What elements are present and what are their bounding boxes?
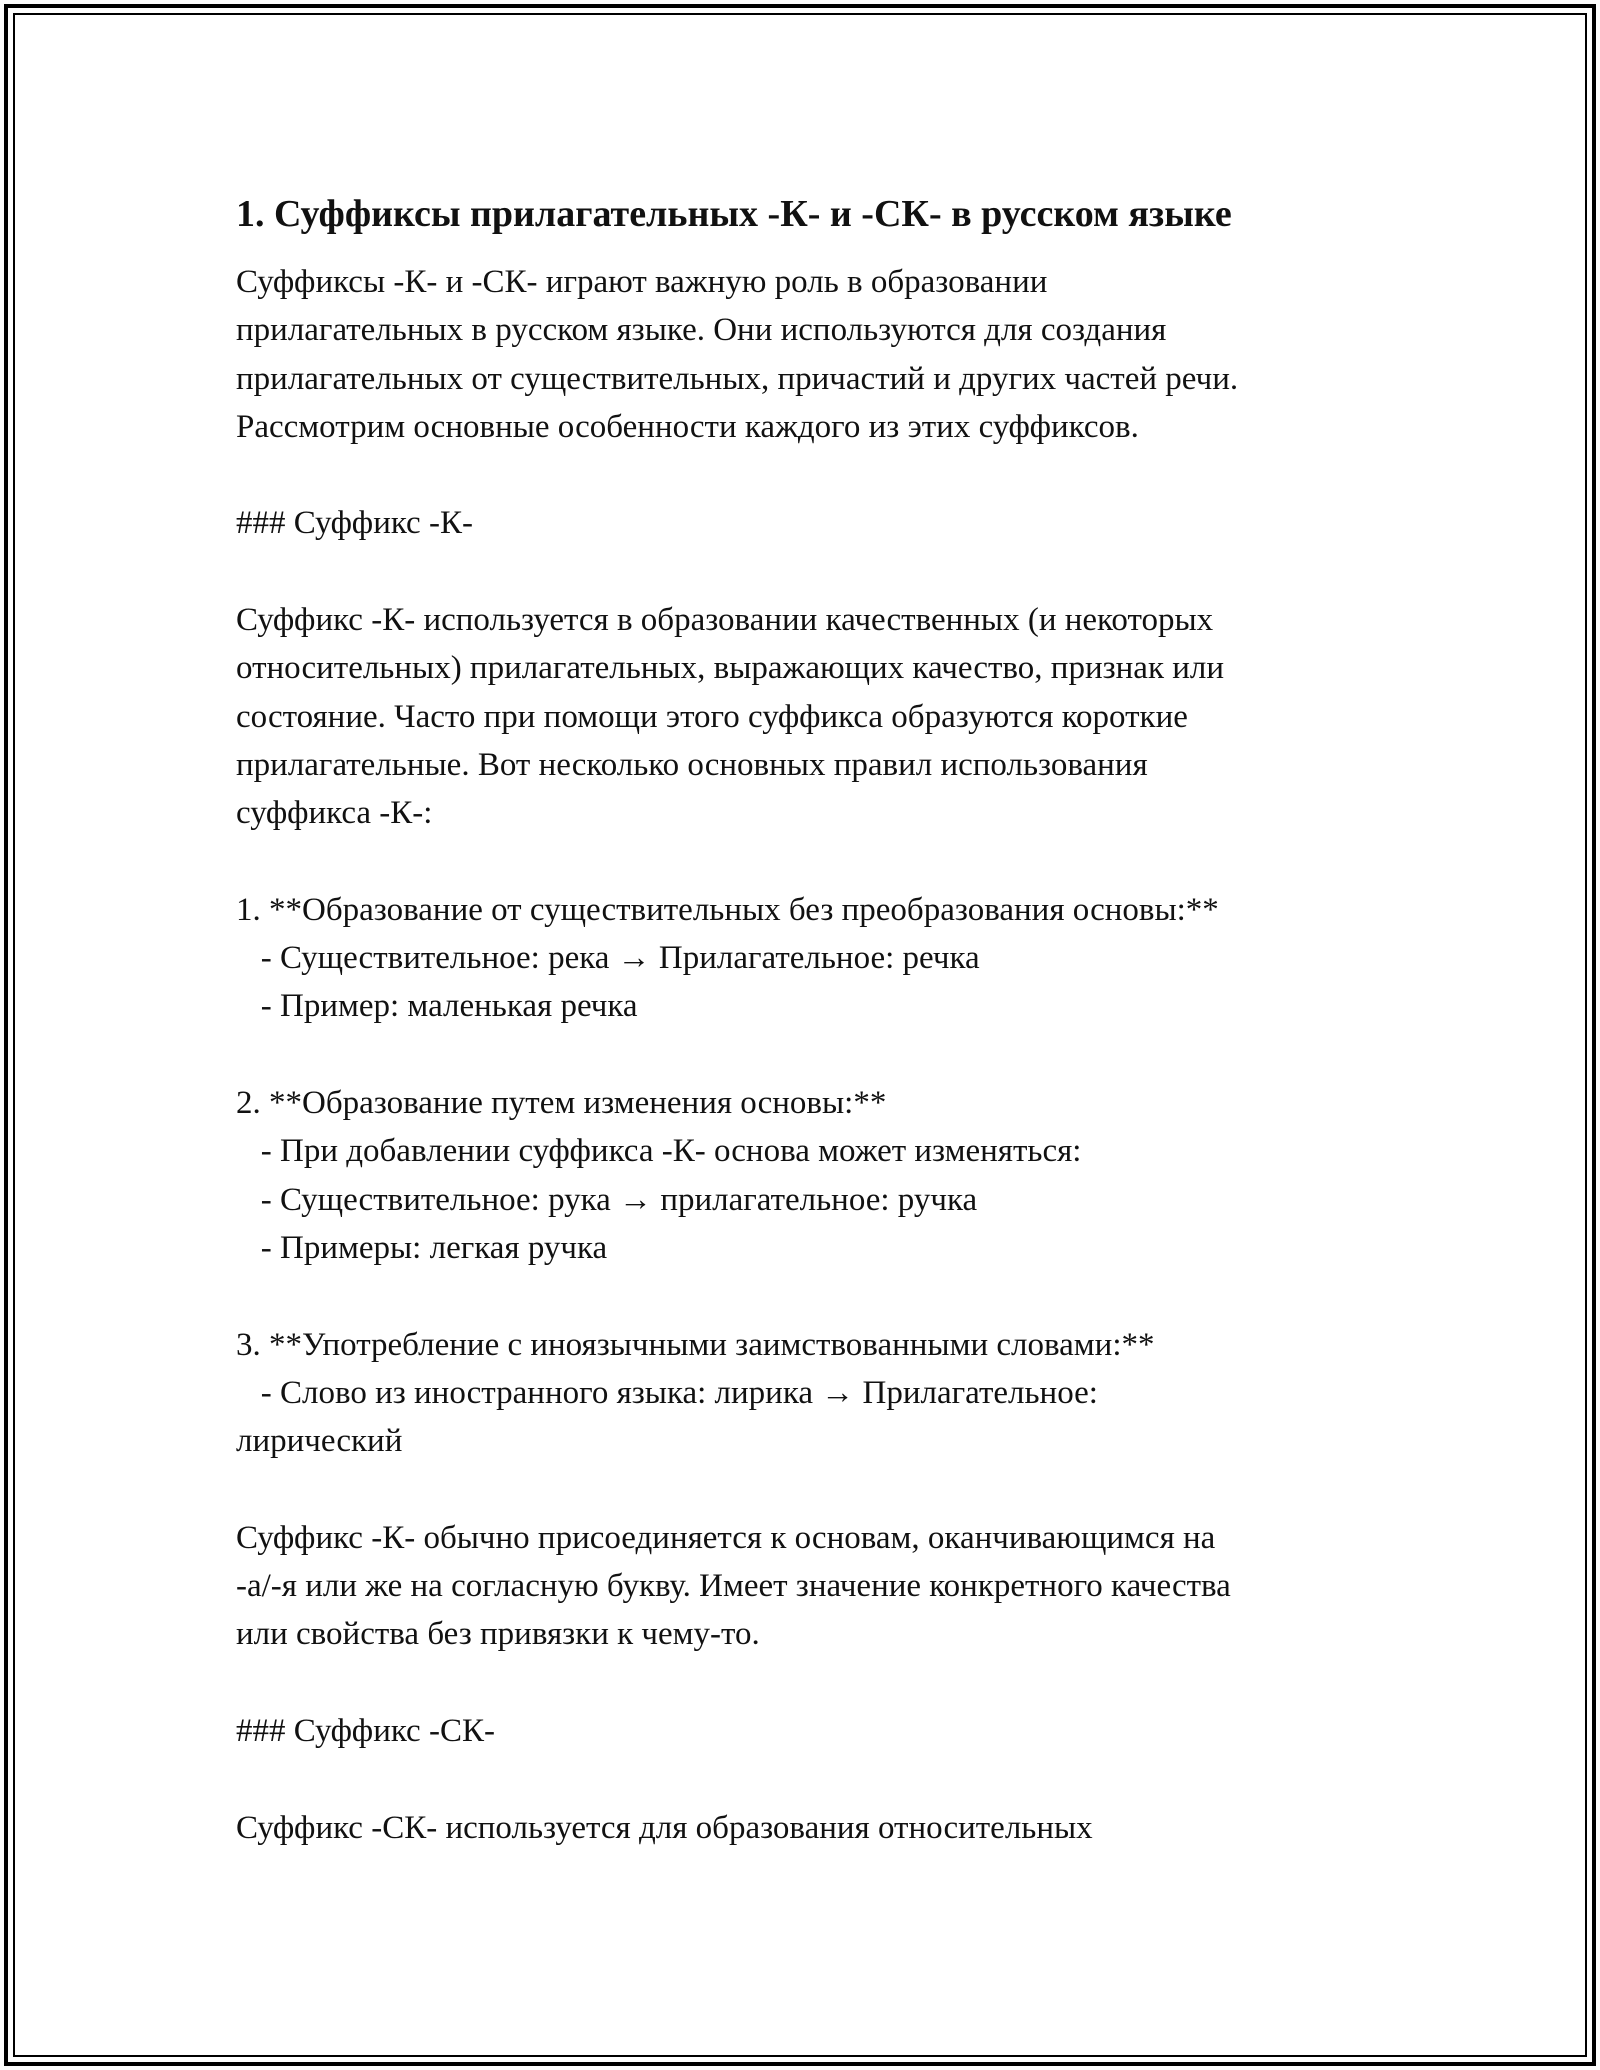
document-title: 1. Суффиксы прилагательных -К- и -СК- в русском языке [236, 193, 1232, 235]
document-content [236, 186, 1396, 1852]
document-body: Суффиксы -К- и -СК- играют важную роль в образовании прилагательных в русском языке. Они используются для создания прилагательных от существительных, причастий и других частей речи. Рассмотрим основные особенности каждого из этих суффиксов. ### Суффикс -К- Суффикс -К- используется в образовании качественных (и некоторых относительных) прилагательных, выражающих качество, признак или состояние. Часто при помощи этого суффикса образуются короткие прилагательные. Вот несколько основных правил использования суффикса -К-: 1. **Образование от существительных без преобразования основы:** - Существительное: река → Прилагательное: речка - Пример: маленькая речка 2. **Образование путем изменения основы:** - При добавлении суффикса -К- основа может изменяться: - Существительное: рука → прилагательное: ручка - Примеры: легкая ручка 3. **Употребление с иноязычными заимствованными словами:** - Слово из иностранного языка: лирика → Прилагательное: лирический Суффикс -К- обычно присоединяется к основам, оканчивающимся на -а/-я или же на согласную букву. Имеет значение конкретного качества или свойства без привязки к чему-то. ### Суффикс -СК- Суффикс -СК- используется для образования относительных [236, 264, 1239, 1846]
